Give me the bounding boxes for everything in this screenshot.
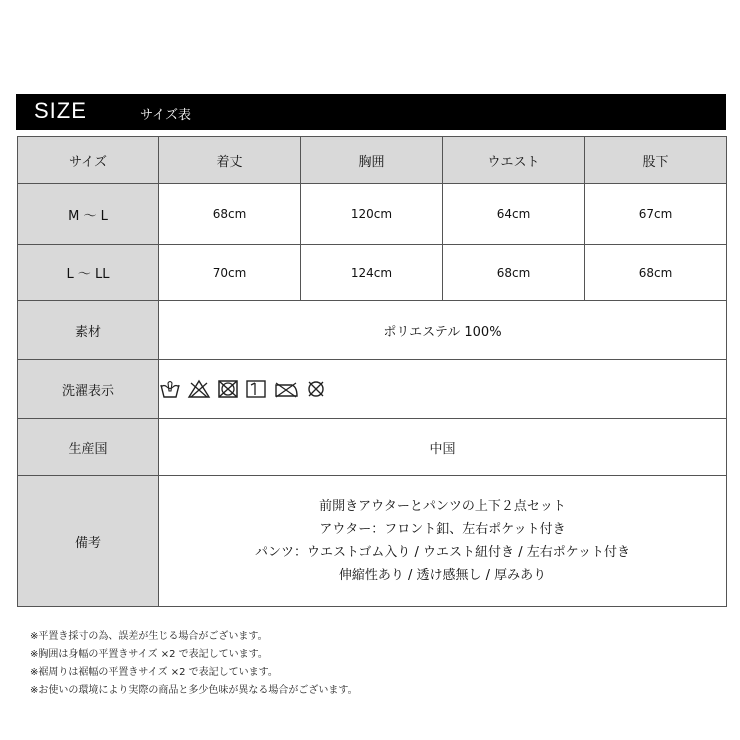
table-header-row (18, 137, 727, 184)
column-header: サイズ (18, 137, 159, 184)
table-cell: 68cm (159, 184, 301, 245)
footnote-line: ※平置き採寸の為、誤差が生じる場合がございます。 (30, 631, 268, 642)
remarks-line: 伸縮性あり / 透け感無し / 厚みあり (338, 568, 547, 583)
column-header: 胸囲 (301, 137, 443, 184)
column-header: 着丈 (159, 137, 301, 184)
origin-value: 中国 (159, 419, 727, 476)
column-header: 股下 (585, 137, 727, 184)
material-label: 素材 (18, 301, 159, 360)
size-label: L ～ LL (18, 245, 159, 301)
origin-label: 生産国 (18, 419, 159, 476)
material-row (18, 301, 727, 360)
no-tumble-dry-icon (217, 379, 239, 399)
line-dry-icon (245, 379, 267, 399)
no-dry-clean-icon (305, 379, 327, 399)
table-cell: 70cm (159, 245, 301, 301)
table-cell: 67cm (585, 184, 727, 245)
material-value: ポリエステル 100% (159, 301, 727, 360)
remarks-line: パンツ：ウエストゴム入り / ウエスト紐付き / 左右ポケット付き (254, 545, 631, 560)
table-cell: 124cm (301, 245, 443, 301)
table-cell: 64cm (443, 184, 585, 245)
care-label: 洗濯表示 (18, 360, 159, 419)
care-icons (159, 379, 726, 399)
table-cell: 68cm (443, 245, 585, 301)
column-header: ウエスト (443, 137, 585, 184)
origin-row (18, 419, 727, 476)
hand-wash-icon (159, 379, 181, 399)
table-row (18, 184, 727, 245)
footnote-line: ※お使いの環境により実際の商品と多少色味が異なる場合がございます。 (30, 685, 358, 696)
iron-low-icon (273, 379, 299, 399)
footnotes (30, 628, 358, 700)
remarks-value (159, 476, 727, 607)
table-row (18, 245, 727, 301)
table-cell: 120cm (301, 184, 443, 245)
no-bleach-icon (187, 379, 211, 399)
size-title: SIZE (34, 98, 87, 123)
size-label: M ～ L (18, 184, 159, 245)
remarks-label: 備考 (18, 476, 159, 607)
remarks-row (18, 476, 727, 607)
table-cell: 68cm (585, 245, 727, 301)
size-subtitle: サイズ表 (140, 108, 191, 123)
footnote-line: ※裾周りは裾幅の平置きサイズ ×2 で表記しています。 (30, 667, 278, 678)
care-row (18, 360, 727, 419)
care-icons-cell (159, 360, 727, 419)
size-table (17, 136, 727, 607)
remarks-line: 前開きアウターとパンツの上下２点セット (319, 499, 566, 514)
remarks-line: アウター：フロント釦、左右ポケット付き (319, 522, 566, 537)
footnote-line: ※胸囲は身幅の平置きサイズ ×2 で表記しています。 (30, 649, 268, 660)
size-header-bar (16, 94, 726, 130)
